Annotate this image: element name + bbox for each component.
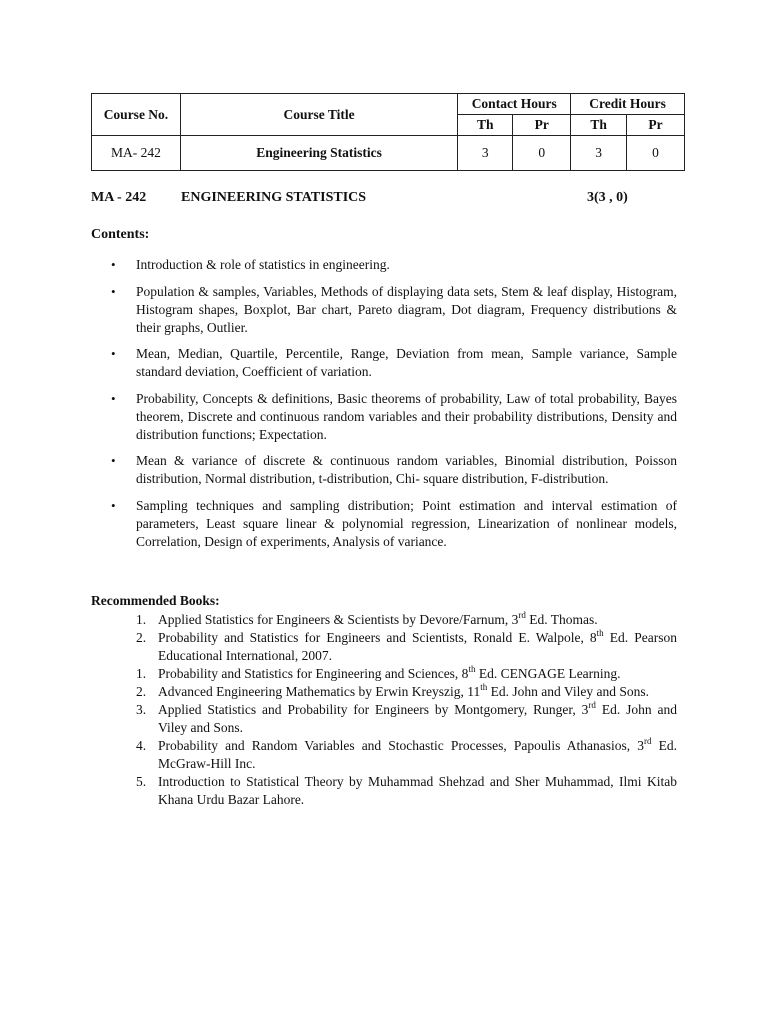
bullet-icon: • (111, 497, 116, 513)
bullet-icon: • (111, 390, 116, 406)
header-course-title: Course Title (180, 94, 457, 136)
list-item (91, 629, 677, 665)
course-title-heading: ENGINEERING STATISTICS (181, 190, 367, 205)
book-superscript: rd (644, 736, 652, 746)
cell-course-title: Engineering Statistics (180, 136, 457, 171)
subheader-contact-th: Th (458, 115, 513, 136)
table-header-row (92, 94, 685, 115)
list-item (91, 683, 677, 701)
subheader-contact-pr: Pr (513, 115, 571, 136)
topic-text: Mean & variance of discrete & continuous random variables, Binomial distribution, Poisson distribution, Normal distribution, t-distribution, Chi- square distribution, F-distribution. (136, 453, 677, 486)
book-text: Applied Statistics and Probability for Engineers by Montgomery, Runger, 3rd Ed. John and Viley and Sons. (158, 700, 677, 735)
cell-contact-th: 3 (458, 136, 513, 171)
cell-credit-pr: 0 (627, 136, 685, 171)
books-list (91, 611, 677, 809)
book-superscript: th (596, 628, 604, 638)
list-item (91, 737, 677, 773)
cell-credit-th: 3 (571, 136, 627, 171)
book-superscript: rd (588, 700, 596, 710)
book-text: Probability and Statistics for Engineers and Scientists, Ronald E. Walpole, 8th Ed. Pearson Educational International, 2007. (158, 628, 677, 663)
course-table (91, 93, 685, 171)
subheader-credit-th: Th (571, 115, 627, 136)
book-number: 4. (136, 738, 147, 753)
book-superscript: th (480, 682, 488, 692)
bullet-icon: • (111, 257, 116, 272)
topic-text: Population & samples, Variables, Methods of displaying data sets, Stem & leaf display, Histogram, Histogram shapes, Boxplot, Bar chart, Pareto diagram, Dot diagram, Frequency distributions & their graphs, Outlier. (136, 283, 677, 335)
list-item (91, 283, 677, 337)
bullet-icon: • (111, 283, 116, 299)
table-row (92, 136, 685, 171)
header-credit-hours: Credit Hours (571, 94, 685, 115)
course-credits: 3(3 , 0) (587, 190, 628, 205)
book-number: 1. (136, 666, 147, 681)
topic-text: Sampling techniques and sampling distribution; Point estimation and interval estimation of parameters, Least square linear & polynomial regression, Linearization of nonlinear models, Correlation, Design of experiments, Analysis of variance. (136, 497, 677, 549)
book-number: 2. (136, 630, 147, 645)
list-item (91, 701, 677, 737)
subheader-credit-pr: Pr (627, 115, 685, 136)
list-item (91, 390, 677, 444)
book-number: 5. (136, 774, 147, 789)
list-item (91, 611, 677, 629)
cell-contact-pr: 0 (513, 136, 571, 171)
book-text: Applied Statistics for Engineers & Scientists by Devore/Farnum, 3rd Ed. Thomas. (158, 610, 598, 627)
list-item (91, 256, 677, 274)
course-code: MA - 242 (91, 190, 147, 205)
list-item (91, 452, 677, 488)
book-text: Advanced Engineering Mathematics by Erwin Kreyszig, 11th Ed. John and Viley and Sons. (158, 682, 649, 699)
book-superscript: rd (518, 610, 526, 620)
book-superscript: th (468, 664, 476, 674)
bullet-icon: • (111, 346, 116, 361)
contents-heading: Contents: (91, 227, 150, 242)
topic-text: Introduction & role of statistics in engineering. (136, 257, 390, 272)
list-item (91, 345, 677, 381)
recommended-books-heading: Recommended Books: (91, 593, 220, 608)
cell-course-no: MA- 242 (92, 136, 181, 171)
list-item (91, 773, 677, 809)
book-number: 1. (136, 612, 147, 627)
header-course-no: Course No. (92, 94, 181, 136)
book-text: Probability and Random Variables and Stochastic Processes, Papoulis Athanasios, 3rd Ed. McGraw-Hill Inc. (158, 736, 678, 771)
header-contact-hours: Contact Hours (458, 94, 571, 115)
list-item (91, 497, 677, 551)
book-text: Introduction to Statistical Theory by Muhammad Shehzad and Sher Muhammad, Ilmi Kitab Khana Urdu Bazar Lahore. (158, 774, 677, 807)
list-item (91, 665, 677, 683)
book-number: 2. (136, 684, 147, 699)
bullet-icon: • (111, 453, 116, 468)
topic-text: Probability, Concepts & definitions, Basic theorems of probability, Law of total probability, Bayes theorem, Discrete and continuous random variables and their probability distributions, Density and distribution functions; Expectation. (136, 390, 677, 442)
book-number: 3. (136, 702, 147, 717)
book-text: Probability and Statistics for Engineering and Sciences, 8th Ed. CENGAGE Learning. (158, 664, 621, 681)
topic-text: Mean, Median, Quartile, Percentile, Range, Deviation from mean, Sample variance, Sample standard deviation, Coefficient of variation. (136, 346, 677, 379)
topics-list (91, 256, 677, 559)
